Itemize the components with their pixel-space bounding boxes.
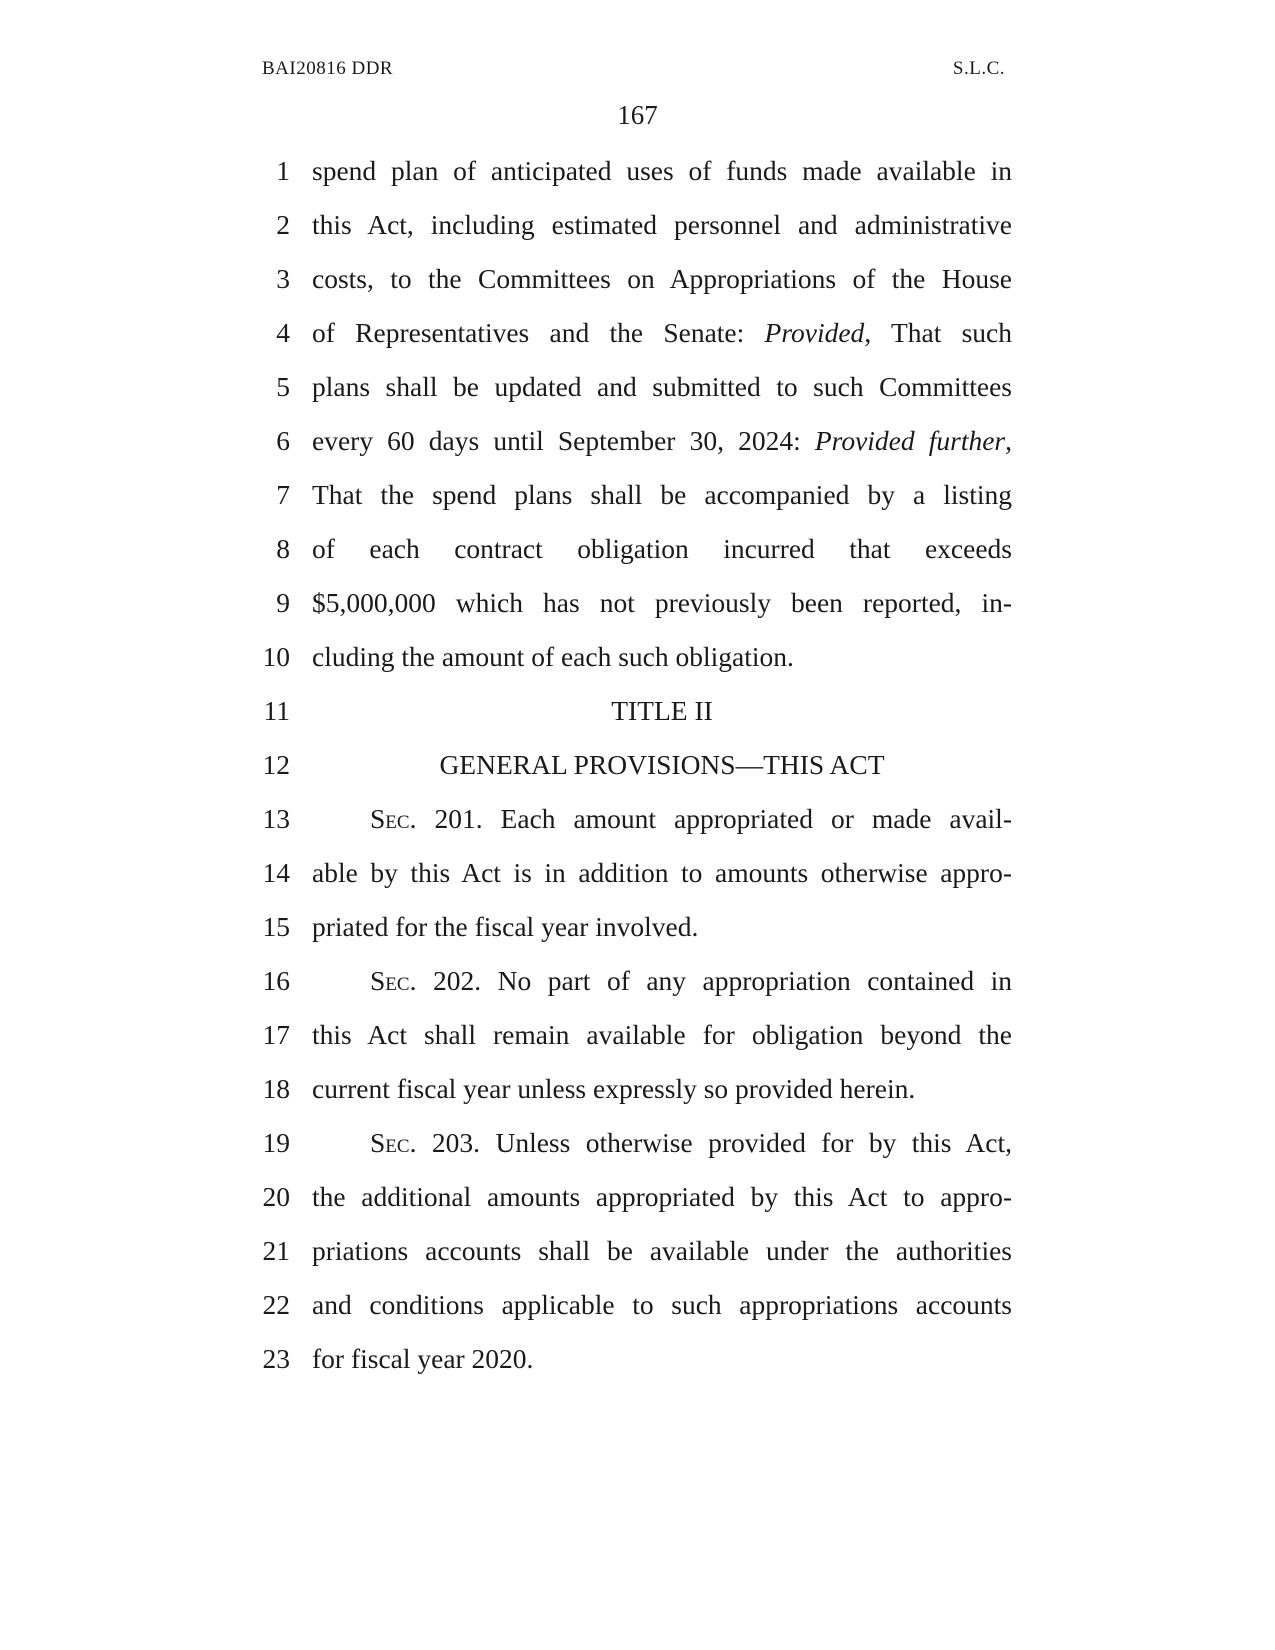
text-run: , That such xyxy=(864,317,1012,348)
line-number: 6 xyxy=(276,425,290,456)
line-text: for fiscal year 2020. xyxy=(312,1343,534,1374)
line-number: 10 xyxy=(262,641,290,672)
line-number: 12 xyxy=(262,749,290,780)
line-text: priations accounts shall be available under the authorities xyxy=(312,1235,1012,1266)
line-text: this Act shall remain available for obligation beyond the xyxy=(312,1019,1012,1050)
line-number: 5 xyxy=(276,371,290,402)
line-text: spend plan of anticipated uses of funds made available in xyxy=(312,155,1012,186)
text-line-7 xyxy=(0,468,1275,522)
text-run: . 201. Each amount appropriated or made avail- xyxy=(409,803,1012,834)
text-line-12 xyxy=(0,738,1275,792)
line-number: 2 xyxy=(276,209,290,240)
line-number: 22 xyxy=(262,1289,290,1320)
line-number: 3 xyxy=(276,263,290,294)
line-text xyxy=(312,954,1012,1008)
line-text: cluding the amount of each such obligation. xyxy=(312,641,794,672)
italic-term: Provided xyxy=(764,317,865,348)
line-text: That the spend plans shall be accompanied by a listing xyxy=(312,479,1012,510)
line-number: 20 xyxy=(262,1181,290,1212)
line-text: plans shall be updated and submitted to such Committees xyxy=(312,371,1012,402)
line-number: 1 xyxy=(276,155,290,186)
text-line-11 xyxy=(0,684,1275,738)
line-number: 21 xyxy=(262,1235,290,1266)
text-line-21 xyxy=(0,1224,1275,1278)
line-text: $5,000,000 which has not previously been reported, in- xyxy=(312,587,1012,618)
text-line-3 xyxy=(0,252,1275,306)
line-number: 18 xyxy=(262,1073,290,1104)
line-number: 8 xyxy=(276,533,290,564)
text-line-8 xyxy=(0,522,1275,576)
document-id: BAI20816 DDR xyxy=(262,58,394,79)
text-line-19 xyxy=(0,1116,1275,1170)
line-number: 9 xyxy=(276,587,290,618)
line-text xyxy=(312,1116,1012,1170)
line-text: this Act, including estimated personnel and administrative xyxy=(312,209,1012,240)
line-text: able by this Act is in addition to amounts otherwise appro- xyxy=(312,857,1012,888)
text-line-13 xyxy=(0,792,1275,846)
line-text: and conditions applicable to such appropriations accounts xyxy=(312,1289,1012,1320)
section-label: Sec xyxy=(370,965,410,996)
line-number: 11 xyxy=(263,695,290,726)
text-line-6 xyxy=(0,414,1275,468)
line-number: 14 xyxy=(262,857,290,888)
line-number: 4 xyxy=(276,317,290,348)
text-line-20 xyxy=(0,1170,1275,1224)
text-line-23 xyxy=(0,1332,1275,1386)
line-text xyxy=(312,414,1012,468)
text-line-1 xyxy=(0,144,1275,198)
line-number: 23 xyxy=(262,1343,290,1374)
text-line-16 xyxy=(0,954,1275,1008)
line-number: 13 xyxy=(262,803,290,834)
text-run: of Representatives and the Senate: xyxy=(312,317,765,348)
line-number: 7 xyxy=(276,479,290,510)
title-heading: TITLE II xyxy=(611,695,713,726)
bill-text xyxy=(0,144,1275,1386)
text-line-22 xyxy=(0,1278,1275,1332)
text-line-2 xyxy=(0,198,1275,252)
text-line-14 xyxy=(0,846,1275,900)
text-run: , xyxy=(1005,425,1013,456)
text-line-4 xyxy=(0,306,1275,360)
text-line-9 xyxy=(0,576,1275,630)
page-number: 167 xyxy=(617,100,658,130)
text-line-10 xyxy=(0,630,1275,684)
text-run: . 203. Unless otherwise provided for by this Act, xyxy=(409,1127,1012,1158)
text-run: . 202. No part of any appropriation contained in xyxy=(409,965,1012,996)
text-line-17 xyxy=(0,1008,1275,1062)
line-text xyxy=(312,792,1012,846)
line-number: 19 xyxy=(262,1127,290,1158)
text-line-18 xyxy=(0,1062,1275,1116)
line-text: priated for the fiscal year involved. xyxy=(312,911,699,942)
section-heading: GENERAL PROVISIONS—THIS ACT xyxy=(439,749,885,780)
text-line-5 xyxy=(0,360,1275,414)
line-text: costs, to the Committees on Appropriations of the House xyxy=(312,263,1012,294)
document-code: S.L.C. xyxy=(952,58,1005,79)
line-number: 16 xyxy=(262,965,290,996)
section-label: Sec xyxy=(370,1127,410,1158)
text-line-15 xyxy=(0,900,1275,954)
line-number: 17 xyxy=(262,1019,290,1050)
line-text: the additional amounts appropriated by this Act to appro- xyxy=(312,1181,1012,1212)
line-number: 15 xyxy=(262,911,290,942)
section-label: Sec xyxy=(370,803,410,834)
text-run: every 60 days until September 30, 2024: xyxy=(312,425,815,456)
line-text xyxy=(312,306,1012,360)
italic-term: Provided further xyxy=(814,425,1006,456)
line-text: current fiscal year unless expressly so provided herein. xyxy=(312,1073,916,1104)
line-text: of each contract obligation incurred that exceeds xyxy=(312,533,1012,564)
